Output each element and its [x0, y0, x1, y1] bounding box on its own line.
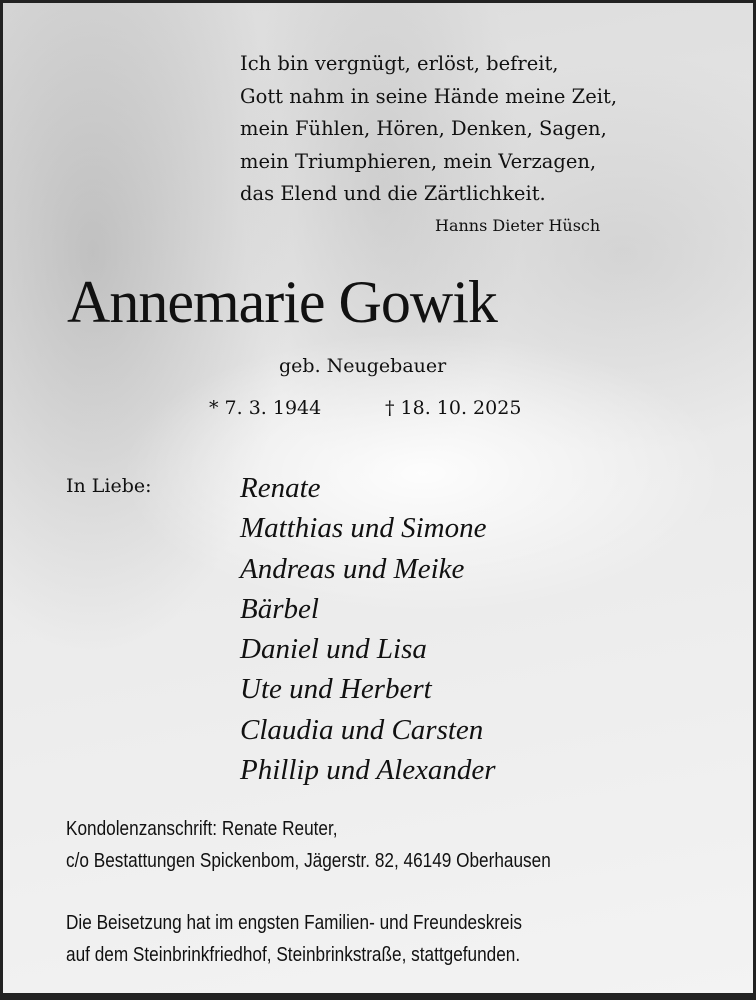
burial-line: Die Beisetzung hat im engsten Familien- und Freundeskreis: [66, 912, 523, 934]
mourner: Ute und Herbert: [240, 673, 432, 706]
mourner: Claudia und Carsten: [240, 713, 484, 746]
condolence-line: Kondolenzanschrift: Renate Reuter,: [66, 818, 338, 840]
mourner: Matthias und Simone: [240, 512, 487, 545]
poem-line: das Elend und die Zärtlichkeit.: [240, 182, 546, 205]
burial-line: auf dem Steinbrinkfriedhof, Steinbrinkstraße, stattgefunden.: [66, 944, 521, 966]
poem-line: mein Fühlen, Hören, Denken, Sagen,: [240, 117, 607, 140]
birth-name: geb. Neugebauer: [279, 355, 447, 377]
poem-line: Gott nahm in seine Hände meine Zeit,: [240, 84, 618, 108]
mourner: Phillip und Alexander: [240, 754, 496, 787]
death-date: † 18. 10. 2025: [385, 397, 522, 419]
mourner: Daniel und Lisa: [240, 633, 427, 666]
mourners-list: [240, 468, 496, 790]
poem-line: Ich bin vergnügt, erlöst, befreit,: [240, 52, 559, 75]
birth-date: * 7. 3. 1944: [209, 397, 322, 419]
deceased-name: Annemarie Gowik: [67, 269, 497, 335]
condolence-line: c/o Bestattungen Spickenbom, Jägerstr. 82, 46149 Oberhausen: [66, 850, 551, 872]
poem: [240, 48, 617, 211]
obituary-notice: [3, 3, 753, 993]
poem-line: mein Triumphieren, mein Verzagen,: [240, 149, 597, 173]
mourners-label: In Liebe:: [66, 475, 152, 497]
mourner: Andreas und Meike: [240, 552, 465, 585]
mourner: Bärbel: [240, 592, 319, 625]
poem-author: Hanns Dieter Hüsch: [435, 216, 601, 235]
condolence-address: [66, 813, 551, 877]
mourner: Renate: [240, 472, 321, 504]
burial-info: [66, 907, 522, 971]
